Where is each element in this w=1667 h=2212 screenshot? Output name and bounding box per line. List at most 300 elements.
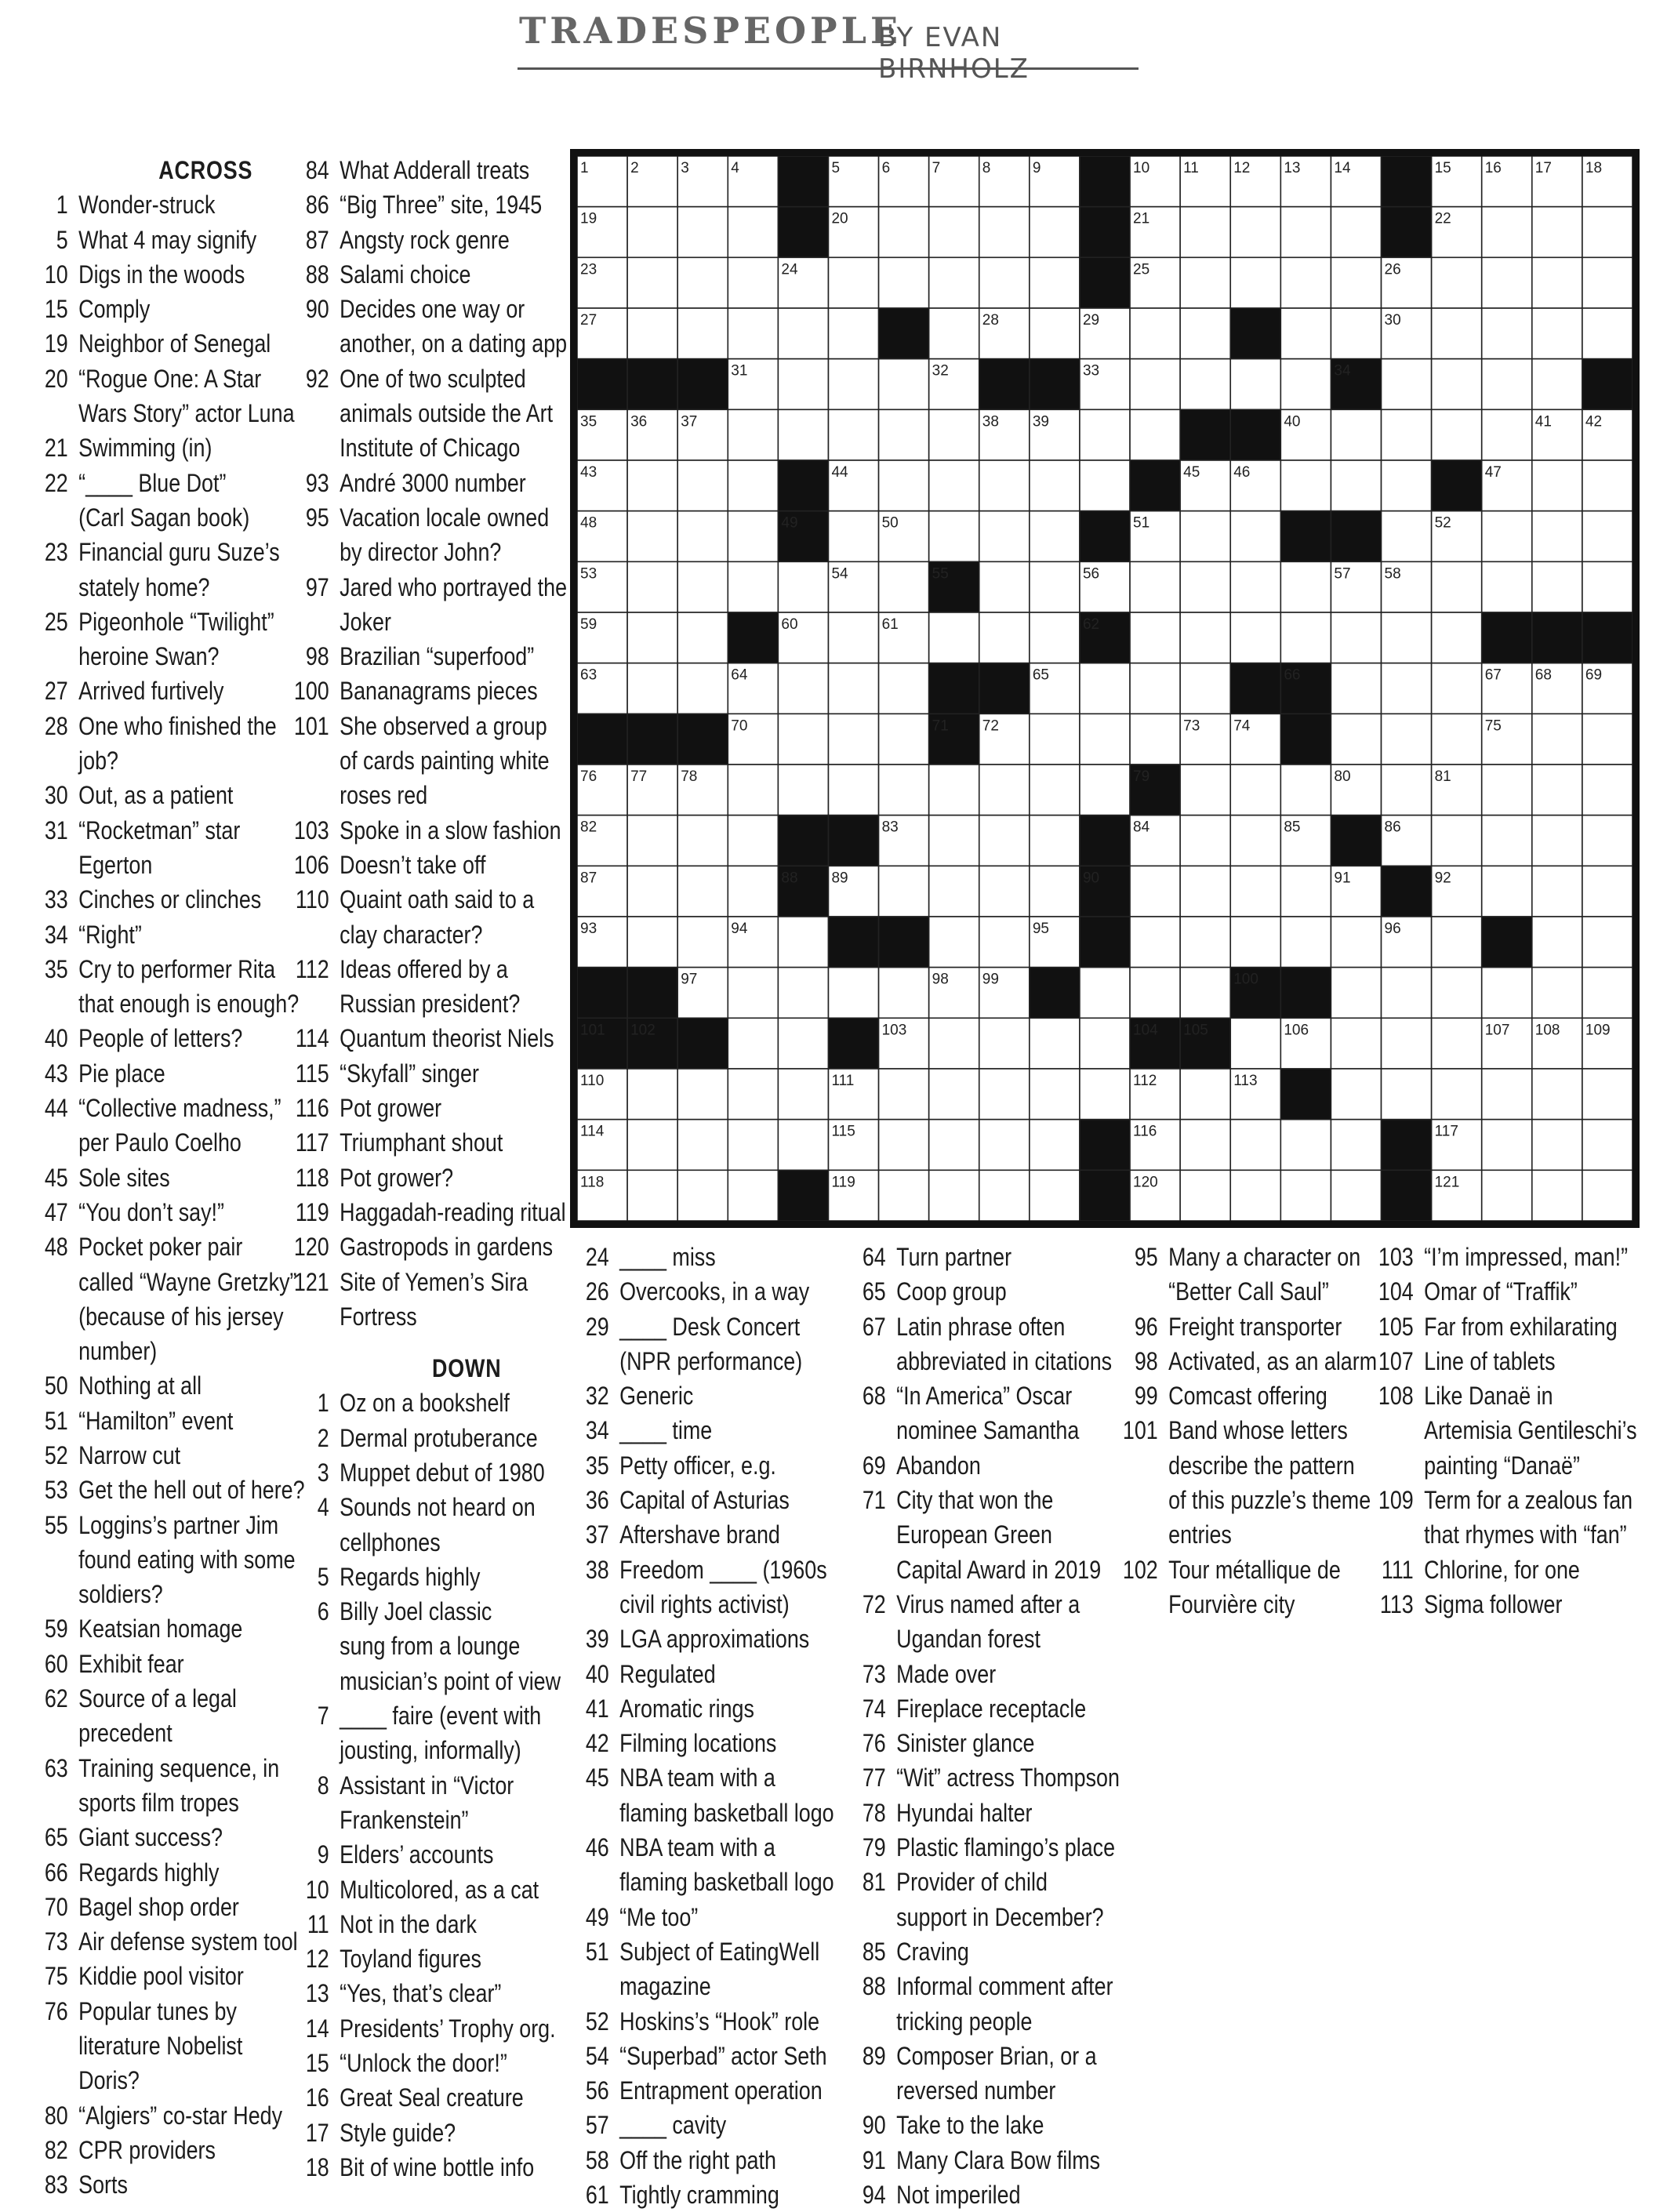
grid-cell[interactable] [929, 257, 979, 308]
grid-cell[interactable] [879, 663, 929, 714]
grid-cell[interactable] [1030, 1069, 1080, 1120]
grid-cell[interactable] [929, 1069, 979, 1120]
grid-cell[interactable] [1582, 561, 1632, 612]
grid-cell[interactable] [677, 1170, 728, 1221]
grid-cell[interactable] [1382, 714, 1432, 765]
grid-cell[interactable] [1280, 460, 1331, 511]
grid-cell[interactable] [1432, 714, 1482, 765]
grid-cell[interactable] [1582, 1069, 1632, 1120]
grid-cell[interactable] [929, 308, 979, 359]
grid-cell[interactable] [1180, 1170, 1230, 1221]
grid-cell[interactable] [1180, 612, 1230, 663]
clue-item [291, 1941, 594, 1976]
grid-cell[interactable] [1130, 866, 1180, 917]
grid-cell[interactable] [879, 968, 929, 1019]
grid-cell[interactable] [1030, 815, 1080, 866]
grid-cell[interactable] [1331, 663, 1381, 714]
grid-cell[interactable] [1080, 1069, 1130, 1120]
grid-cell[interactable] [1230, 917, 1280, 968]
grid-cell[interactable] [1180, 968, 1230, 1019]
grid-cell[interactable] [1432, 257, 1482, 308]
grid-cell[interactable] [1280, 561, 1331, 612]
grid-cell[interactable] [1582, 917, 1632, 968]
grid-cell[interactable] [1030, 866, 1080, 917]
grid-cell[interactable] [1532, 511, 1582, 562]
grid-cell[interactable] [1230, 207, 1280, 258]
grid-cell[interactable] [1030, 308, 1080, 359]
grid-cell[interactable] [979, 612, 1030, 663]
grid-cell[interactable] [1180, 511, 1230, 562]
clue-column-5 [1120, 1240, 1396, 1622]
grid-cell[interactable] [778, 663, 828, 714]
grid-block [1582, 359, 1632, 410]
grid-cell[interactable] [1030, 207, 1080, 258]
grid-cell[interactable] [1532, 561, 1582, 612]
grid-cell[interactable] [1030, 561, 1080, 612]
grid-cell[interactable] [778, 765, 828, 815]
grid-cell[interactable] [879, 561, 929, 612]
grid-cell[interactable] [1130, 308, 1180, 359]
grid-cell[interactable] [828, 663, 878, 714]
grid-cell[interactable] [1482, 308, 1532, 359]
grid-cell[interactable] [627, 917, 677, 968]
grid-cell[interactable] [979, 207, 1030, 258]
grid-cell[interactable] [1130, 409, 1180, 460]
grid-cell[interactable] [1331, 917, 1381, 968]
grid-cell[interactable] [1280, 308, 1331, 359]
grid-cell[interactable] [677, 308, 728, 359]
grid-cell[interactable] [1382, 359, 1432, 410]
grid-cell[interactable] [1432, 359, 1482, 410]
grid-cell[interactable] [1482, 1170, 1532, 1221]
grid-cell[interactable] [728, 866, 778, 917]
grid-cell[interactable] [778, 359, 828, 410]
grid-cell[interactable] [627, 612, 677, 663]
grid-cell[interactable] [1582, 866, 1632, 917]
grid-cell[interactable] [929, 612, 979, 663]
cell-number: 90 [1082, 870, 1100, 887]
grid-cell[interactable] [1482, 815, 1532, 866]
grid-cell[interactable] [1482, 1120, 1532, 1171]
grid-cell[interactable] [1432, 917, 1482, 968]
grid-cell[interactable] [979, 257, 1030, 308]
grid-cell[interactable] [1532, 1069, 1582, 1120]
cell-number: 78 [681, 768, 698, 785]
grid-cell[interactable] [677, 612, 728, 663]
grid-cell[interactable] [1230, 1120, 1280, 1171]
grid-cell[interactable] [1130, 612, 1180, 663]
grid-cell[interactable] [1432, 409, 1482, 460]
grid-cell[interactable] [1180, 866, 1230, 917]
grid-cell[interactable] [1180, 1120, 1230, 1171]
grid-cell[interactable] [1030, 612, 1080, 663]
grid-cell[interactable] [728, 1170, 778, 1221]
grid-cell[interactable] [879, 359, 929, 410]
grid-cell[interactable] [1532, 359, 1582, 410]
grid-cell[interactable] [677, 815, 728, 866]
grid-cell[interactable] [1280, 359, 1331, 410]
grid-block [577, 359, 627, 410]
grid-cell[interactable] [1532, 1120, 1582, 1171]
grid-cell[interactable] [677, 207, 728, 258]
grid-cell[interactable] [979, 1170, 1030, 1221]
grid-cell[interactable] [1331, 308, 1381, 359]
clue-number: 69 [862, 1451, 886, 1480]
grid-cell[interactable] [1382, 968, 1432, 1019]
grid-cell[interactable] [1532, 1170, 1582, 1221]
clue-text: Great Seal creature [340, 2083, 524, 2112]
clue-number: 39 [585, 1625, 609, 1654]
clue-text: Many a character on “Better Call Saul” [1168, 1243, 1361, 1306]
grid-cell[interactable] [1280, 765, 1331, 815]
grid-cell[interactable] [1080, 409, 1130, 460]
grid-cell[interactable] [1582, 968, 1632, 1019]
clue-item [571, 2177, 854, 2212]
grid-cell[interactable] [1482, 1069, 1532, 1120]
grid-cell[interactable] [1331, 409, 1381, 460]
grid-cell[interactable] [1432, 612, 1482, 663]
grid-cell[interactable] [677, 561, 728, 612]
grid-cell[interactable] [1280, 1120, 1331, 1171]
grid-cell[interactable] [677, 917, 728, 968]
grid-cell[interactable] [1230, 612, 1280, 663]
grid-cell[interactable] [929, 1170, 979, 1221]
grid-cell[interactable] [828, 612, 878, 663]
grid-block [1030, 968, 1080, 1019]
grid-cell[interactable] [1382, 663, 1432, 714]
grid-cell[interactable] [828, 511, 878, 562]
grid-cell[interactable] [778, 1120, 828, 1171]
grid-cell[interactable] [828, 968, 878, 1019]
grid-cell[interactable] [728, 1018, 778, 1069]
grid-cell[interactable] [1280, 612, 1331, 663]
grid-cell[interactable] [879, 1120, 929, 1171]
grid-cell[interactable] [1482, 561, 1532, 612]
grid-cell[interactable] [1180, 917, 1230, 968]
cell-number: 33 [1082, 362, 1100, 380]
grid-block [1331, 511, 1381, 562]
grid-cell[interactable] [1130, 359, 1180, 410]
grid-cell[interactable] [677, 663, 728, 714]
grid-cell[interactable] [1482, 409, 1532, 460]
grid-cell[interactable] [1230, 561, 1280, 612]
grid-cell[interactable] [1582, 511, 1632, 562]
grid-cell[interactable] [728, 815, 778, 866]
grid-cell[interactable] [1331, 714, 1381, 765]
grid-cell[interactable] [778, 1069, 828, 1120]
grid-cell[interactable] [627, 1170, 677, 1221]
grid-cell[interactable] [1230, 1170, 1280, 1221]
grid-cell[interactable] [1130, 917, 1180, 968]
grid-cell[interactable] [1331, 207, 1381, 258]
grid-cell[interactable] [1180, 815, 1230, 866]
grid-cell[interactable] [1180, 765, 1230, 815]
grid-cell[interactable] [728, 561, 778, 612]
clue-item [291, 952, 594, 1022]
grid-cell[interactable] [979, 1018, 1030, 1069]
grid-cell[interactable] [728, 968, 778, 1019]
grid-cell[interactable] [1030, 511, 1080, 562]
grid-cell[interactable] [1080, 460, 1130, 511]
grid-cell[interactable] [979, 815, 1030, 866]
cell-number: 58 [1384, 565, 1401, 583]
grid-cell[interactable] [1331, 1069, 1381, 1120]
grid-cell[interactable] [929, 765, 979, 815]
grid-cell[interactable] [1331, 1018, 1381, 1069]
grid-cell[interactable] [1582, 1120, 1632, 1171]
grid-cell[interactable] [1482, 968, 1532, 1019]
grid-cell[interactable] [1582, 460, 1632, 511]
grid-cell[interactable] [1532, 968, 1582, 1019]
grid-cell[interactable] [1482, 257, 1532, 308]
grid-cell[interactable] [828, 308, 878, 359]
grid-cell[interactable] [1532, 866, 1582, 917]
grid-cell[interactable] [627, 308, 677, 359]
grid-cell[interactable] [979, 866, 1030, 917]
grid-cell[interactable] [728, 1120, 778, 1171]
grid-cell[interactable] [778, 968, 828, 1019]
grid-cell[interactable] [929, 409, 979, 460]
grid-cell[interactable] [677, 1069, 728, 1120]
grid-cell[interactable] [1482, 511, 1532, 562]
grid-cell[interactable] [1532, 917, 1582, 968]
clue-item [291, 361, 594, 466]
grid-cell[interactable] [979, 917, 1030, 968]
grid-cell[interactable] [1230, 1018, 1280, 1069]
grid-cell[interactable] [1280, 917, 1331, 968]
grid-cell[interactable] [627, 207, 677, 258]
grid-cell[interactable] [929, 866, 979, 917]
grid-cell[interactable] [1382, 409, 1432, 460]
grid-cell[interactable] [627, 460, 677, 511]
grid-cell[interactable] [728, 257, 778, 308]
grid-cell[interactable] [1331, 968, 1381, 1019]
grid-cell[interactable] [1180, 1069, 1230, 1120]
grid-cell[interactable] [1582, 815, 1632, 866]
clue-number: 100 [293, 677, 329, 706]
grid-cell[interactable] [627, 561, 677, 612]
grid-cell[interactable] [1582, 765, 1632, 815]
grid-cell[interactable] [1280, 866, 1331, 917]
grid-cell[interactable] [1582, 1170, 1632, 1221]
clue-item [1120, 1309, 1396, 1344]
clue-text: Comply [78, 295, 151, 324]
grid-cell[interactable] [979, 460, 1030, 511]
grid-cell[interactable] [1030, 1018, 1080, 1069]
grid-cell[interactable] [929, 815, 979, 866]
grid-cell[interactable] [627, 257, 677, 308]
grid-cell[interactable] [879, 257, 929, 308]
grid-cell[interactable] [1030, 257, 1080, 308]
grid-cell[interactable] [778, 917, 828, 968]
clue-number: 89 [862, 2041, 886, 2070]
clue-number: 10 [44, 260, 68, 289]
grid-cell[interactable] [677, 1120, 728, 1171]
grid-cell[interactable] [627, 1120, 677, 1171]
grid-cell[interactable] [1582, 257, 1632, 308]
grid-cell[interactable] [828, 765, 878, 815]
grid-cell[interactable] [1382, 1069, 1432, 1120]
grid-cell[interactable] [929, 207, 979, 258]
grid-cell[interactable] [728, 460, 778, 511]
grid-cell[interactable] [1482, 866, 1532, 917]
grid-cell[interactable] [1280, 207, 1331, 258]
grid-cell[interactable] [1180, 561, 1230, 612]
grid-cell[interactable] [1080, 714, 1130, 765]
grid-cell[interactable] [879, 1069, 929, 1120]
grid-cell[interactable] [627, 663, 677, 714]
grid-block [627, 714, 677, 765]
grid-cell[interactable] [1582, 207, 1632, 258]
grid-cell[interactable] [979, 1120, 1030, 1171]
grid-cell[interactable] [778, 714, 828, 765]
grid-cell[interactable] [728, 308, 778, 359]
grid-cell[interactable] [1532, 765, 1582, 815]
grid-cell[interactable] [1080, 765, 1130, 815]
grid-cell[interactable] [1080, 1018, 1130, 1069]
grid-cell[interactable] [828, 714, 878, 765]
grid-cell[interactable] [627, 1069, 677, 1120]
grid-cell[interactable] [778, 561, 828, 612]
grid-cell[interactable] [728, 409, 778, 460]
grid-cell[interactable] [1030, 1170, 1080, 1221]
grid-cell[interactable] [1432, 1069, 1482, 1120]
grid-cell[interactable] [1030, 1120, 1080, 1171]
grid-cell[interactable] [1532, 308, 1582, 359]
grid-cell[interactable] [1180, 359, 1230, 410]
grid-cell[interactable] [1582, 308, 1632, 359]
clue-number: 95 [305, 503, 329, 532]
clue-number: 36 [585, 1486, 609, 1515]
grid-cell[interactable] [778, 1018, 828, 1069]
clue-number: 58 [585, 2145, 609, 2174]
grid-cell[interactable] [1180, 207, 1230, 258]
grid-cell[interactable] [929, 1120, 979, 1171]
grid-cell[interactable] [879, 409, 929, 460]
grid-cell[interactable] [979, 1069, 1030, 1120]
clue-text: “Big Three” site, 1945 [340, 191, 543, 220]
grid-cell[interactable] [1180, 257, 1230, 308]
grid-cell[interactable] [1532, 257, 1582, 308]
grid-cell[interactable] [1130, 561, 1180, 612]
clue-number: 35 [44, 954, 68, 983]
grid-cell[interactable] [828, 257, 878, 308]
grid-cell[interactable] [1432, 663, 1482, 714]
grid-cell[interactable] [677, 257, 728, 308]
grid-cell[interactable] [1230, 359, 1280, 410]
grid-cell[interactable] [979, 765, 1030, 815]
grid-cell[interactable] [1382, 511, 1432, 562]
grid-cell[interactable] [1382, 1018, 1432, 1069]
grid-cell[interactable] [1280, 1170, 1331, 1221]
grid-cell[interactable] [1331, 1170, 1381, 1221]
grid-cell[interactable] [1432, 815, 1482, 866]
grid-cell[interactable] [828, 409, 878, 460]
clue-number: 114 [295, 1024, 329, 1053]
grid-cell[interactable] [1230, 257, 1280, 308]
grid-cell[interactable] [627, 866, 677, 917]
grid-cell[interactable] [879, 714, 929, 765]
grid-cell[interactable] [677, 460, 728, 511]
clue-text: Latin phrase often abbreviated in citations [896, 1312, 1113, 1375]
grid-cell[interactable] [1432, 968, 1482, 1019]
clue-number: 115 [295, 1059, 329, 1088]
grid-cell[interactable] [1130, 663, 1180, 714]
grid-cell[interactable] [1532, 460, 1582, 511]
grid-cell[interactable] [879, 1170, 929, 1221]
grid-cell[interactable] [1482, 359, 1532, 410]
grid-cell[interactable] [1180, 663, 1230, 714]
grid-cell[interactable] [929, 917, 979, 968]
grid-cell[interactable] [1230, 511, 1280, 562]
grid-cell[interactable] [879, 765, 929, 815]
grid-cell[interactable] [778, 409, 828, 460]
grid-cell[interactable] [728, 207, 778, 258]
grid-cell[interactable] [627, 815, 677, 866]
grid-cell[interactable] [677, 511, 728, 562]
grid-cell[interactable] [1331, 460, 1381, 511]
grid-cell[interactable] [929, 511, 979, 562]
grid-cell[interactable] [1180, 308, 1230, 359]
grid-cell[interactable] [1532, 815, 1582, 866]
grid-cell[interactable] [1582, 714, 1632, 765]
puzzle-byline: BY EVAN BIRNHOLZ [878, 22, 1030, 85]
grid-cell[interactable] [677, 866, 728, 917]
grid-cell[interactable] [728, 1069, 778, 1120]
grid-cell[interactable] [1532, 714, 1582, 765]
grid-cell[interactable] [1382, 612, 1432, 663]
grid-cell[interactable] [1230, 765, 1280, 815]
clue-text: Cry to performer Rita that enough is enough? [78, 954, 300, 1019]
grid-cell[interactable] [879, 460, 929, 511]
grid-cell[interactable] [1482, 765, 1532, 815]
grid-cell[interactable] [1280, 257, 1331, 308]
grid-cell[interactable] [1432, 308, 1482, 359]
clue-text: Activated, as an alarm [1168, 1346, 1378, 1375]
grid-cell[interactable] [627, 511, 677, 562]
grid-cell[interactable] [1432, 561, 1482, 612]
grid-cell[interactable] [1030, 765, 1080, 815]
grid-cell[interactable] [1130, 714, 1180, 765]
grid-cell[interactable] [929, 460, 979, 511]
grid-cell[interactable] [1080, 968, 1130, 1019]
grid-cell[interactable] [979, 561, 1030, 612]
grid-cell[interactable] [1331, 257, 1381, 308]
grid-cell[interactable] [1030, 714, 1080, 765]
grid-cell[interactable] [1331, 1120, 1381, 1171]
grid-cell[interactable] [1080, 663, 1130, 714]
grid-cell[interactable] [1482, 207, 1532, 258]
grid-cell[interactable] [1130, 968, 1180, 1019]
grid-cell[interactable] [1532, 207, 1582, 258]
grid-cell[interactable] [1432, 1018, 1482, 1069]
grid-cell[interactable] [828, 359, 878, 410]
grid-cell[interactable] [728, 765, 778, 815]
grid-cell[interactable] [1030, 460, 1080, 511]
grid-cell[interactable] [728, 511, 778, 562]
clue-number: 29 [585, 1312, 609, 1341]
grid-cell[interactable] [1382, 460, 1432, 511]
grid-cell[interactable] [778, 308, 828, 359]
grid-cell[interactable] [879, 866, 929, 917]
grid-cell[interactable] [1382, 765, 1432, 815]
grid-cell[interactable] [1230, 815, 1280, 866]
grid-cell[interactable] [1230, 866, 1280, 917]
grid-cell[interactable] [929, 1018, 979, 1069]
grid-cell[interactable] [979, 511, 1030, 562]
grid-cell[interactable] [1331, 612, 1381, 663]
grid-cell[interactable] [879, 207, 929, 258]
